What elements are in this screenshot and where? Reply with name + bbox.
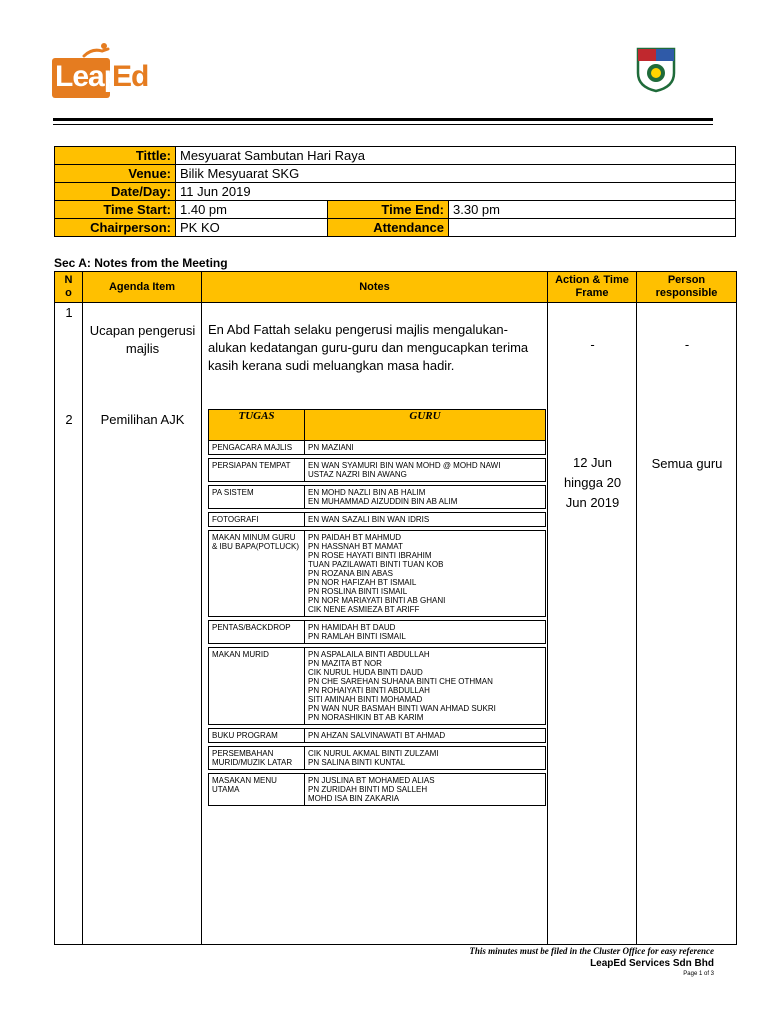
tugas-cell: PERSEMBAHAN MURID/MUZIK LATAR	[209, 747, 305, 770]
guru-cell	[305, 486, 546, 509]
footer-page-number: Page 1 of 3	[683, 971, 714, 977]
tugas-table	[208, 409, 546, 806]
notes-table	[54, 271, 737, 945]
header-no-text: N o	[64, 274, 73, 299]
tugas-row	[209, 729, 546, 743]
item1-notes: En Abd Fattah selaku pengerusi majlis mengalukan-alukan kedatangan guru-guru dan mengucapkan terima kasih kerana sudi meluangkan masa hadir.	[208, 322, 529, 373]
tugas-cell: PERSIAPAN TEMPAT	[209, 459, 305, 482]
guru-name: PN ROHAIYATI BINTI ABDULLAH	[308, 686, 430, 695]
item2-action: 12 Jun hingga 20 Jun 2019	[563, 455, 622, 510]
agenda-cell	[83, 303, 202, 945]
guru-name: EN WAN SYAMURI BIN WAN MOHD @ MOHD NAWI	[308, 461, 501, 470]
guru-name: TUAN PAZILAWATI BINTI TUAN KOB	[308, 560, 444, 569]
tugas-cell: PA SISTEM	[209, 486, 305, 509]
venue-row	[55, 165, 736, 183]
header-agenda: Agenda Item	[83, 272, 202, 303]
no-cell	[55, 303, 83, 945]
guru-name: PN ROSLINA BINTI ISMAIL	[308, 587, 408, 596]
guru-cell	[305, 531, 546, 617]
chair-row	[55, 219, 736, 237]
action-cell	[548, 303, 637, 945]
tugas-row	[209, 774, 546, 806]
guru-header: GURU	[305, 410, 546, 441]
item1-agenda: Ucapan pengerusi majlis	[89, 323, 196, 356]
guru-name: PN ROZANA BIN ABAS	[308, 569, 393, 578]
item1-no: 1	[65, 305, 73, 320]
guru-name: CIK NURUL HUDA BINTI DAUD	[308, 668, 423, 677]
header-rule-thin	[53, 124, 713, 125]
tugas-cell: MAKAN MURID	[209, 648, 305, 725]
venue-label: Venue:	[55, 165, 176, 183]
guru-name: PN WAN NUR BASMAH BINTI WAN AHMAD SUKRI	[308, 704, 496, 713]
section-a-title: Sec A: Notes from the Meeting	[54, 256, 228, 270]
guru-name: PN JUSLINA BT MOHAMED ALIAS	[308, 776, 435, 785]
venue-value: Bilik Mesyuarat SKG	[176, 165, 736, 183]
guru-name: EN WAN SAZALI BIN WAN IDRIS	[308, 515, 430, 524]
tugas-row	[209, 486, 546, 509]
footer-company: LeapEd Services Sdn Bhd	[590, 958, 714, 969]
header-person: Person responsible	[637, 272, 737, 303]
chairperson-label: Chairperson:	[55, 219, 176, 237]
header-action: Action & Time Frame	[548, 272, 637, 303]
header-notes: Notes	[202, 272, 548, 303]
guru-name: PN ZURIDAH BINTI MD SALLEH	[308, 785, 428, 794]
item1-person: -	[684, 337, 690, 352]
guru-name: PN AHZAN SALVINAWATI BT AHMAD	[308, 731, 446, 740]
time-row	[55, 201, 736, 219]
item1-action: -	[590, 337, 595, 352]
guru-name: PN ASPALAILA BINTI ABDULLAH	[308, 650, 430, 659]
item2-person: Semua guru	[651, 456, 723, 471]
guru-name: SITI AMINAH BINTI MOHAMAD	[308, 695, 423, 704]
guru-cell	[305, 729, 546, 743]
time-end-value: 3.30 pm	[449, 201, 736, 219]
tugas-row	[209, 531, 546, 617]
guru-name: PN HASSNAH BT MAMAT	[308, 542, 403, 551]
title-value: Mesyuarat Sambutan Hari Raya	[176, 147, 736, 165]
guru-name: EN MOHD NAZLI BIN AB HALIM	[308, 488, 426, 497]
tugas-cell: PENGACARA MAJLIS	[209, 441, 305, 455]
school-crest-icon	[634, 45, 678, 93]
tugas-cell: MAKAN MINUM GURU & IBU BAPA(POTLUCK)	[209, 531, 305, 617]
time-end-label: Time End:	[328, 201, 449, 219]
guru-name: PN ROSE HAYATI BINTI IBRAHIM	[308, 551, 432, 560]
tugas-row	[209, 441, 546, 455]
header-rule-thick	[53, 118, 713, 121]
tugas-cell: MASAKAN MENU UTAMA	[209, 774, 305, 806]
guru-name: EN MUHAMMAD AIZUDDIN BIN AB ALIM	[308, 497, 458, 506]
attendance-value	[449, 219, 736, 237]
tugas-header: TUGAS	[209, 410, 305, 441]
item2-agenda: Pemilihan AJK	[100, 412, 185, 427]
guru-name: PN NOR MARIAYATI BINTI AB GHANI	[308, 596, 446, 605]
header-no	[55, 272, 83, 303]
person-cell	[637, 303, 737, 945]
leaped-person-icon	[82, 42, 110, 64]
guru-name: PN MAZIANI	[308, 443, 354, 452]
guru-name: CIK NURUL AKMAL BINTI ZULZAMI	[308, 749, 439, 758]
notes-cell	[202, 303, 548, 945]
item2-no: 2	[65, 412, 73, 427]
guru-name: PN MAZITA BT NOR	[308, 659, 382, 668]
guru-name: CIK NENE ASMIEZA BT ARIFF	[308, 605, 420, 614]
time-start-label: Time Start:	[55, 201, 176, 219]
guru-cell	[305, 648, 546, 725]
date-value: 11 Jun 2019	[176, 183, 736, 201]
guru-name: PN PAIDAH BT MAHMUD	[308, 533, 402, 542]
guru-name: PN RAMLAH BINTI ISMAIL	[308, 632, 406, 641]
guru-cell	[305, 513, 546, 527]
guru-cell	[305, 441, 546, 455]
chairperson-value: PK KO	[176, 219, 328, 237]
time-start-value: 1.40 pm	[176, 201, 328, 219]
guru-cell	[305, 747, 546, 770]
footer-note: This minutes must be filed in the Cluster Office for easy reference	[469, 946, 714, 956]
notes-header-row	[55, 272, 737, 303]
leaped-logo-text-ed: Ed	[112, 60, 149, 93]
date-row	[55, 183, 736, 201]
tugas-header-row	[209, 410, 546, 441]
guru-name: PN NOR HAFIZAH BT ISMAIL	[308, 578, 417, 587]
tugas-cell: BUKU PROGRAM	[209, 729, 305, 743]
title-row	[55, 147, 736, 165]
date-label: Date/Day:	[55, 183, 176, 201]
guru-cell	[305, 459, 546, 482]
tugas-row	[209, 513, 546, 527]
guru-name: PN SALINA BINTI KUNTAL	[308, 758, 406, 767]
guru-name: USTAZ NAZRI BIN AWANG	[308, 470, 407, 479]
tugas-row	[209, 621, 546, 644]
tugas-row	[209, 648, 546, 725]
tugas-cell: FOTOGRAFI	[209, 513, 305, 527]
attendance-label: Attendance	[328, 219, 449, 237]
leaped-logo	[52, 42, 158, 102]
guru-name: PN CHE SAREHAN SUHANA BINTI CHE OTHMAN	[308, 677, 493, 686]
leaped-logo-text-leap: Leap	[55, 60, 122, 93]
guru-name: PN HAMIDAH BT DAUD	[308, 623, 396, 632]
tugas-row	[209, 747, 546, 770]
title-label: Tittle:	[55, 147, 176, 165]
notes-body-row	[55, 303, 737, 945]
guru-cell	[305, 621, 546, 644]
tugas-row	[209, 459, 546, 482]
tugas-cell: PENTAS/BACKDROP	[209, 621, 305, 644]
meeting-info-table	[54, 146, 736, 237]
guru-name: PN NORASHIKIN BT AB KARIM	[308, 713, 424, 722]
guru-name: MOHD ISA BIN ZAKARIA	[308, 794, 400, 803]
guru-cell	[305, 774, 546, 806]
